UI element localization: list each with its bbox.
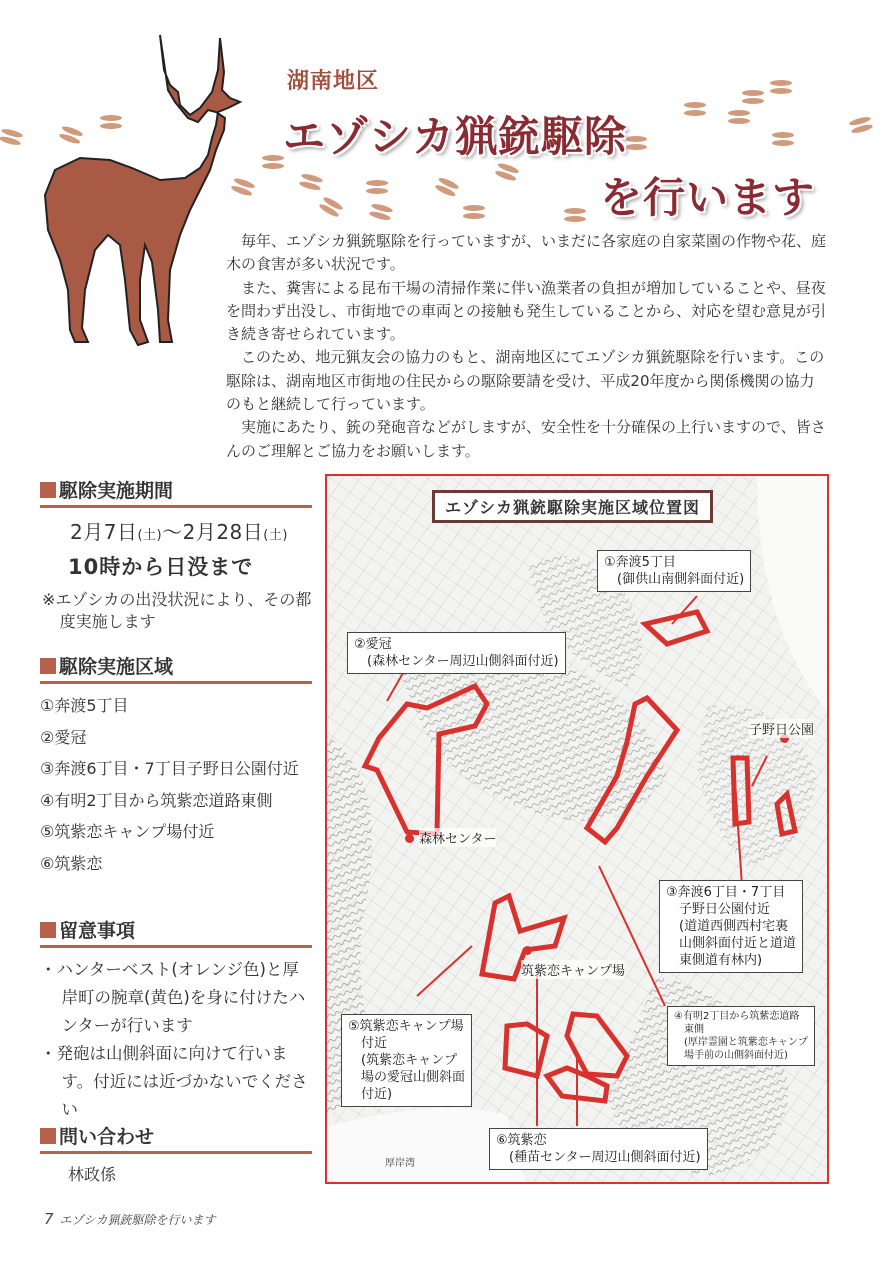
hoofprint-icon [318, 195, 344, 218]
callout-line: 山側斜面付近と道道 [679, 936, 797, 951]
map-title: エゾシカ猟銃駆除実施区域位置図 [432, 490, 713, 523]
square-bullet-icon [40, 1128, 56, 1144]
callout-line: 付近) [361, 1087, 393, 1102]
contact-heading-text: 問い合わせ [59, 1126, 155, 1148]
callout-zone-5 [341, 1014, 472, 1107]
poi-label: 森林センター [419, 828, 496, 847]
period-dates [70, 516, 312, 545]
notes-heading [40, 916, 312, 948]
period-end: 2月28日 [182, 520, 264, 544]
callout-line: ③奔渡6丁目・7丁目 [666, 885, 786, 900]
square-bullet-icon [40, 482, 56, 498]
areas-section [40, 652, 312, 879]
callout-zone-3 [659, 880, 803, 973]
hoofprint-icon [849, 115, 874, 134]
page-footer [44, 1210, 216, 1228]
hoofprint-icon [564, 208, 586, 222]
page-title: エゾシカ猟銃駆除 [283, 112, 628, 161]
area-item: ⑤筑紫恋キャンプ場付近 [40, 822, 215, 841]
hoofprint-icon [625, 136, 647, 150]
areas-heading-text: 駆除実施区域 [59, 656, 174, 678]
areas-list [40, 690, 312, 879]
callout-line: ②愛冠 [354, 637, 392, 652]
hoofprint-icon [366, 180, 388, 194]
bay-label: 厚岸湾 [385, 1158, 415, 1169]
page-number: 7 [44, 1210, 54, 1228]
hoofprint-icon [772, 132, 794, 146]
callout-line: 子野日公園付近 [679, 902, 771, 917]
intro-paragraph: 毎年、エゾシカ猟銃駆除を行っていますが、いまだに各家庭の自家菜園の作物や花、庭木の食害が多い状況です。 [226, 232, 827, 274]
callout-line: (御供山南側斜面付近) [617, 572, 745, 587]
callout-line: (種苗センター周辺山側斜面付近) [509, 1150, 701, 1165]
intro-text [226, 230, 826, 463]
note-item: ・発砲は山側斜面に向けて行います。付近には近づかないでください [40, 1044, 308, 1119]
period-heading-text: 駆除実施期間 [59, 480, 174, 502]
period-start-day: (土) [137, 528, 163, 543]
square-bullet-icon [40, 658, 56, 674]
period-heading [40, 476, 312, 508]
hoofprint-icon [100, 115, 122, 129]
callout-zone-6 [489, 1128, 708, 1170]
callout-line: ④有明2丁目から筑紫恋道路 [674, 1011, 800, 1022]
hoofprint-icon [684, 102, 706, 116]
hoofprint-icon [0, 127, 23, 146]
contact-department: 林政係 [68, 1165, 117, 1184]
intro-paragraph: このため、地元猟友会の協力のもと、湖南地区にてエゾシカ猟銃駆除を行います。この駆除は、湖南地区市街地の住民からの駆除要請を受け、平成20年度から関係機関の協力のもと継続して行っています。 [226, 348, 825, 414]
note-item: ・ハンターベスト(オレンジ色)と厚岸町の腕章(黄色)を身に付けたハンターが行います [40, 960, 306, 1035]
notes-list [40, 956, 312, 1124]
period-separator: ～ [162, 520, 183, 544]
areas-heading [40, 652, 312, 684]
callout-line: ①奔渡5丁目 [604, 555, 676, 570]
poi-label: 筑紫恋キャンプ場 [521, 960, 625, 979]
callout-zone-1 [597, 550, 751, 592]
contact-heading [40, 1122, 312, 1154]
period-end-day: (土) [263, 528, 288, 543]
callout-line: (筑紫恋キャンプ [361, 1053, 458, 1068]
square-bullet-icon [40, 922, 56, 938]
notes-heading-text: 留意事項 [59, 920, 136, 942]
location-map [325, 474, 829, 1184]
page-title-line2: を行います [600, 173, 816, 222]
area-item: ③奔渡6丁目・7丁目子野日公園付近 [40, 759, 299, 778]
callout-line: (厚岸霊園と筑紫恋キャンプ [684, 1037, 808, 1048]
hoofprint-icon [299, 172, 324, 191]
callout-line: 東側道有林内) [679, 953, 763, 968]
hoofprint-icon [742, 90, 764, 104]
callout-zone-4 [667, 1006, 815, 1066]
callout-line: 東側 [684, 1024, 704, 1035]
hoofprint-icon [369, 202, 394, 221]
period-start: 2月7日 [70, 520, 138, 544]
area-item: ⑥筑紫恋 [40, 853, 103, 873]
intro-paragraph: また、糞害による昆布干場の清掃作業に伴い漁業者の負担が増加していることや、昼夜を問わず出没し、市街地での車両との接触も発生していることから、対応を望む意見が引き続き寄せられています。 [226, 278, 827, 344]
area-item: ④有明2丁目から筑紫恋道路東側 [40, 790, 273, 810]
callout-line: 付近 [361, 1036, 388, 1051]
callout-line: ⑤筑紫恋キャンプ場 [348, 1019, 464, 1034]
hoofprint-icon [262, 155, 284, 169]
period-note: ※エゾシカの出没状況により、その都度実施します [42, 590, 312, 631]
hoofprint-icon [728, 110, 750, 124]
notes-section [40, 916, 312, 1124]
callout-line: (森林センター周辺山側斜面付近) [367, 654, 559, 669]
hoofprint-icon [770, 80, 792, 94]
period-section [40, 476, 312, 633]
area-item: ①奔渡5丁目 [40, 696, 129, 715]
intro-paragraph: 実施にあたり、銃の発砲音などがしますが、安全性を十分確保の上行いますので、皆さんのご理解とご協力をお願いします。 [226, 418, 826, 460]
poi-label: 子野日公園 [749, 719, 814, 738]
hoofprint-icon [463, 205, 485, 219]
header-subtitle: 湖南地区 [287, 69, 380, 94]
hoofprint-icon [434, 176, 460, 198]
callout-line: 場の愛冠山側斜面 [361, 1070, 466, 1085]
poi-marker-icon [405, 834, 414, 843]
period-time: 10時から日没まで [68, 555, 254, 579]
poi-marker-icon [523, 946, 532, 955]
hoofprint-icon [494, 162, 519, 183]
contact-section [40, 1122, 312, 1185]
callout-zone-2 [347, 632, 566, 674]
footer-title: エゾシカ猟銃駆除を行います [59, 1213, 216, 1227]
callout-line: ⑥筑紫恋 [496, 1133, 547, 1148]
callout-line: (道道西側西村宅裏 [679, 919, 789, 934]
area-item: ②愛冠 [40, 727, 87, 747]
callout-line: 場手前の山側斜面付近) [684, 1050, 788, 1061]
